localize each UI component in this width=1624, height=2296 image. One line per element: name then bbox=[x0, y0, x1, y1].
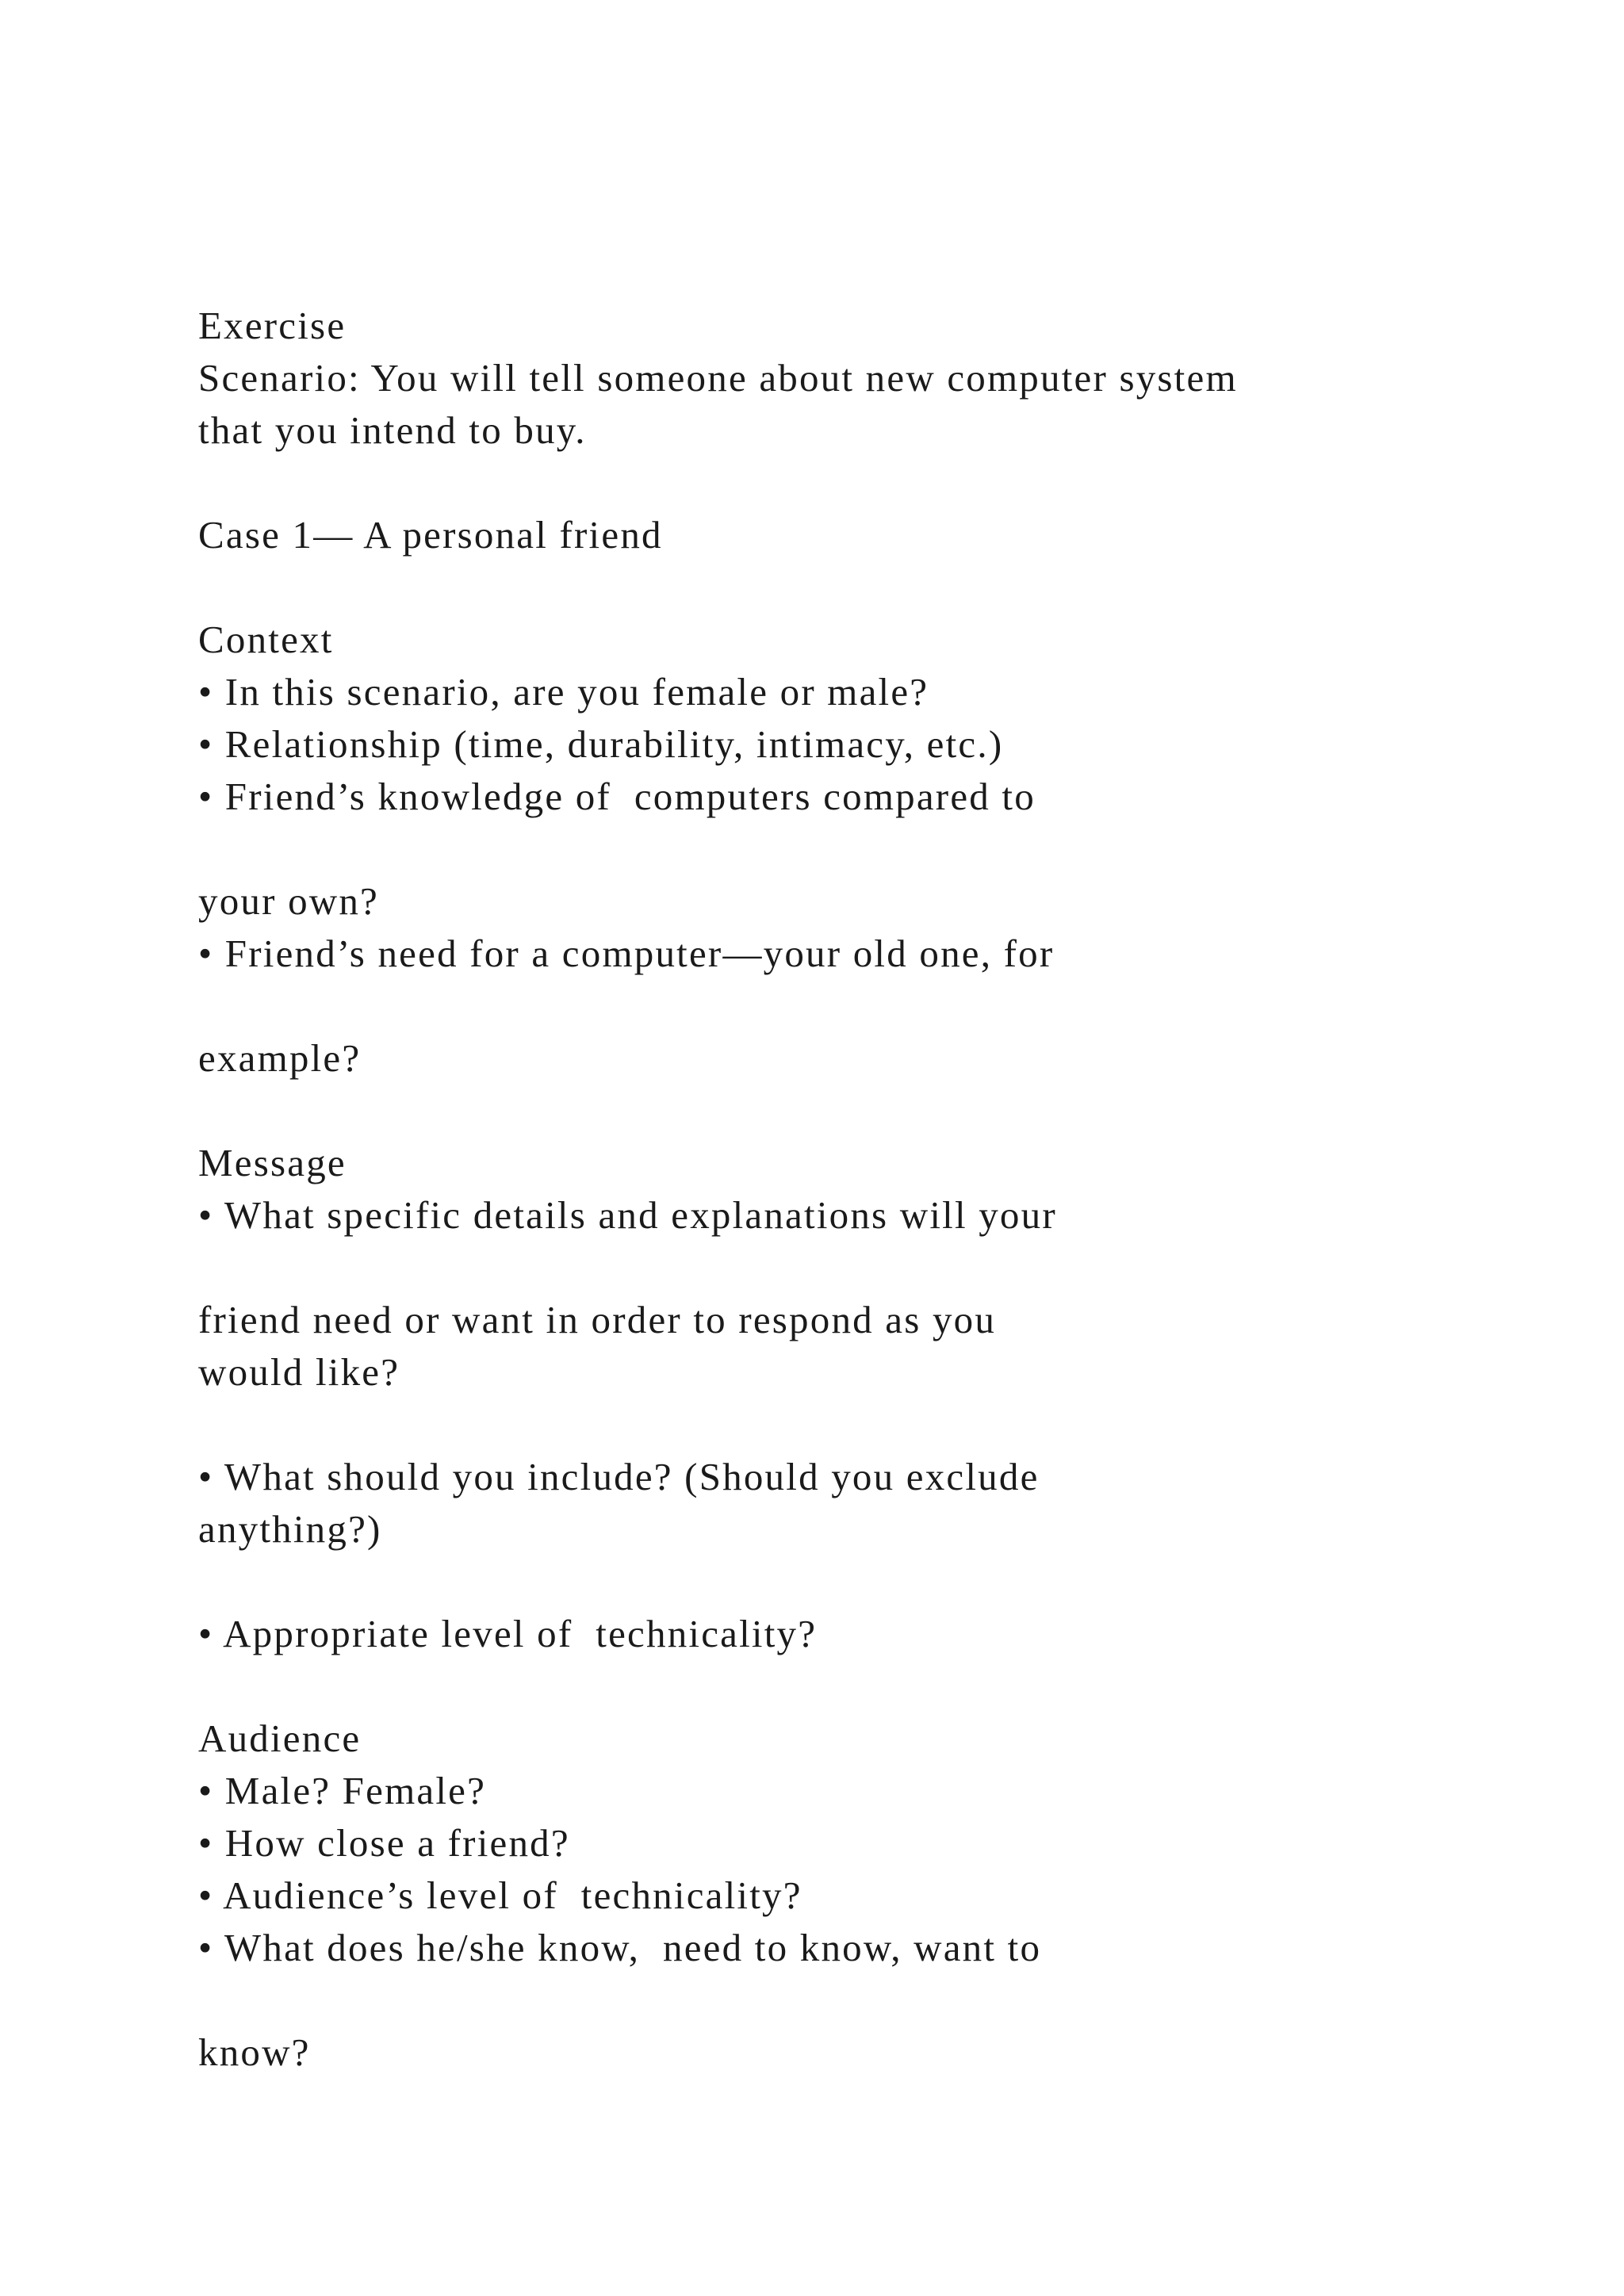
blank-line bbox=[198, 1242, 1546, 1294]
message-bullet-details: • What specific details and explanations will your bbox=[198, 1193, 1057, 1237]
message-bullet-details-continued: friend need or want in order to respond as you bbox=[198, 1298, 997, 1341]
blank-line bbox=[198, 561, 1546, 614]
audience-bullet-gender: • Male? Female? bbox=[198, 1769, 487, 1812]
context-bullet-need: • Friend’s need for a computer—your old one, for bbox=[198, 932, 1055, 975]
context-bullet-knowledge-continued: your own? bbox=[198, 879, 380, 923]
heading-exercise: Exercise bbox=[198, 304, 347, 347]
blank-line bbox=[198, 980, 1546, 1032]
heading-message: Message bbox=[198, 1141, 347, 1184]
document-body bbox=[198, 300, 1546, 2079]
message-bullet-technicality: • Appropriate level of technicality? bbox=[198, 1612, 818, 1655]
scenario-text: Scenario: You will tell someone about new computer system bbox=[198, 356, 1238, 400]
message-bullet-details-end: would like? bbox=[198, 1350, 400, 1394]
audience-bullet-knowledge-continued: know? bbox=[198, 2030, 311, 2074]
context-bullet-need-continued: example? bbox=[198, 1036, 362, 1080]
scenario-text-continued: that you intend to buy. bbox=[198, 408, 587, 452]
context-bullet-knowledge: • Friend’s knowledge of computers compared to bbox=[198, 775, 1036, 818]
blank-line bbox=[198, 1399, 1546, 1451]
blank-line bbox=[198, 1660, 1546, 1712]
blank-line bbox=[198, 1556, 1546, 1608]
blank-line bbox=[198, 823, 1546, 875]
context-bullet-gender: • In this scenario, are you female or male? bbox=[198, 670, 929, 714]
audience-bullet-technicality: • Audience’s level of technicality? bbox=[198, 1873, 802, 1917]
context-bullet-relationship: • Relationship (time, durability, intimacy, etc.) bbox=[198, 722, 1004, 766]
blank-line bbox=[198, 1085, 1546, 1137]
heading-audience: Audience bbox=[198, 1716, 362, 1760]
audience-bullet-knowledge: • What does he/she know, need to know, want to bbox=[198, 1926, 1042, 1969]
audience-bullet-closeness: • How close a friend? bbox=[198, 1821, 570, 1865]
blank-line bbox=[198, 457, 1546, 509]
message-bullet-include-continued: anything?) bbox=[198, 1507, 382, 1551]
heading-context: Context bbox=[198, 618, 334, 661]
case-title: Case 1— A personal friend bbox=[198, 513, 663, 557]
blank-line bbox=[198, 1974, 1546, 2026]
message-bullet-include: • What should you include? (Should you exclude bbox=[198, 1455, 1040, 1498]
